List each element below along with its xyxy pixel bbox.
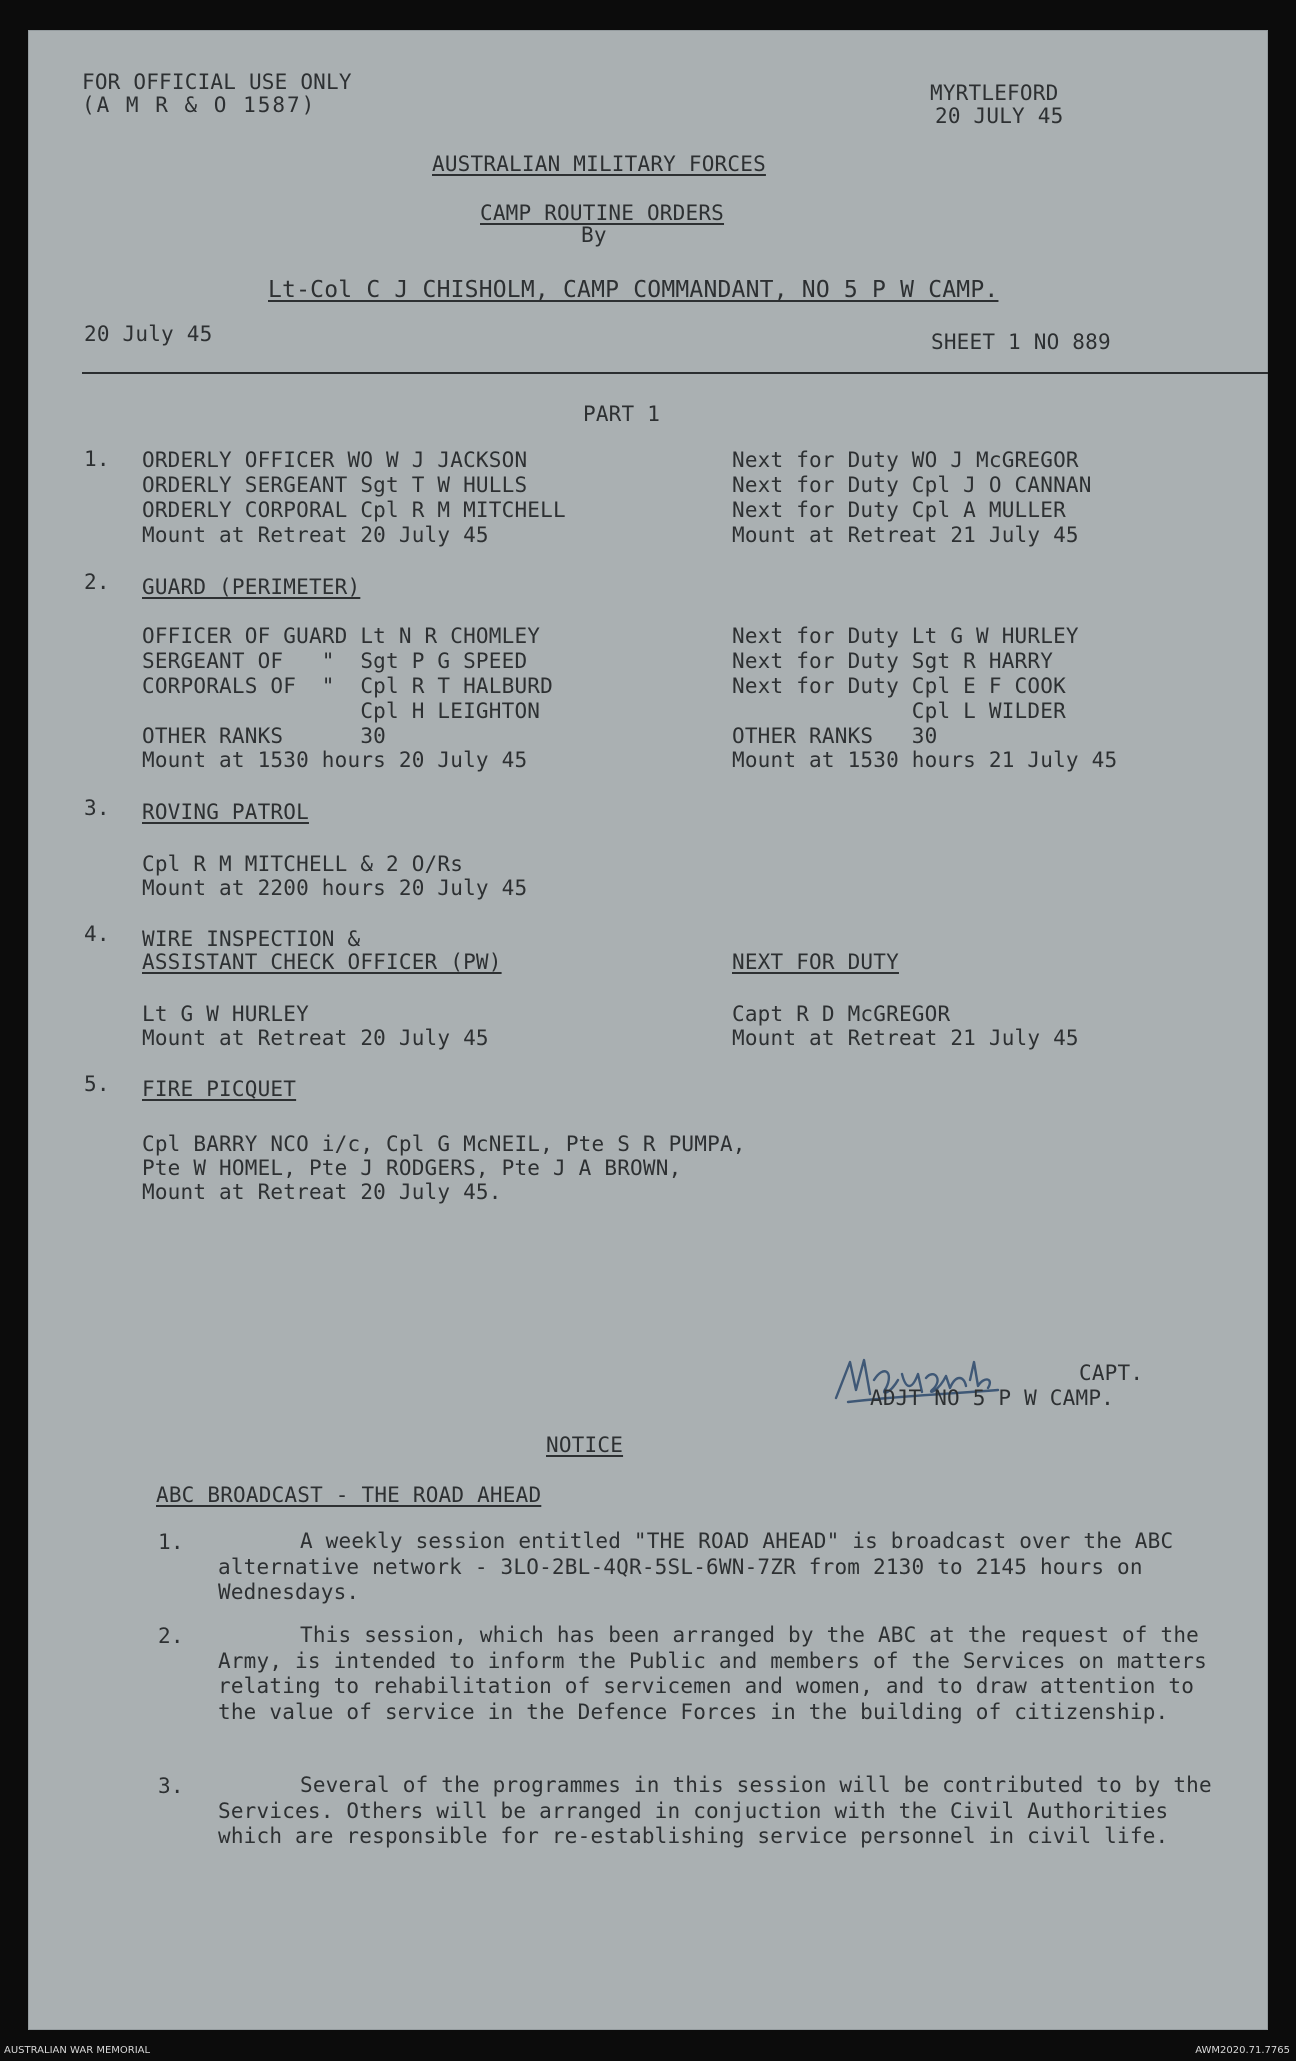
patrol-line: Cpl R M MITCHELL & 2 O/Rs [142,852,464,876]
paragraph-number: 1. [158,1530,184,1554]
signatory-rank: CAPT. [1079,1361,1144,1385]
other-ranks-line: OTHER RANKS 30 [142,724,387,748]
organisation-title: AUSTRALIAN MILITARY FORCES [432,152,766,176]
next-duty-line: Next for Duty Cpl A MULLER [732,498,1066,522]
officer-line: Lt G W HURLEY [142,1002,309,1026]
other-ranks-line: OTHER RANKS 30 [732,724,938,748]
corporals-line: Cpl H LEIGHTON [142,699,541,723]
mount-line: Mount at 2200 hours 20 July 45 [142,876,528,900]
header-date: 20 JULY 45 [935,104,1064,128]
mount-line: Mount at Retreat 20 July 45 [142,1026,489,1050]
item-number: 3. [84,796,110,820]
footer-accession-number: AWM2020.71.7765 [1195,2045,1290,2056]
next-duty-line: Cpl L WILDER [732,699,1066,723]
officer-of-guard-line: OFFICER OF GUARD Lt N R CHOMLEY [142,624,541,648]
notice-heading: NOTICE [546,1433,624,1457]
orderly-officer-line: ORDERLY OFFICER WO W J JACKSON [142,448,528,472]
item-number: 4. [84,922,110,946]
next-officer-line: Capt R D McGREGOR [732,1002,951,1026]
next-duty-line: Next for Duty Cpl J O CANNAN [732,473,1092,497]
notice-paragraph: Several of the programmes in this session will be contributed to by the Services. Others will be arranged in conjuction with the Civil Authorities which are responsible for re-establishing service personnel in civil life. [218,1773,1212,1848]
signatory-appointment: ADJT NO 5 P W CAMP. [870,1386,1115,1410]
order-date: 20 July 45 [84,322,213,346]
item-number: 2. [84,570,110,594]
mount-line: Mount at Retreat 20 July 45 [142,523,489,547]
paragraph-number: 3. [158,1774,184,1798]
item-heading: ASSISTANT CHECK OFFICER (PW) [142,950,502,974]
next-duty-line: Next for Duty Cpl E F COOK [732,674,1066,698]
by-line: By [581,223,607,247]
place-name: MYRTLEFORD [930,81,1059,105]
notice-subtitle: ABC BROADCAST - THE ROAD AHEAD [156,1483,542,1507]
item-heading: GUARD (PERIMETER) [142,575,361,599]
mount-line: Mount at Retreat 20 July 45. [142,1180,502,1204]
picquet-line: Cpl BARRY NCO i/c, Cpl G McNEIL, Pte S R PUMPA, [142,1132,746,1156]
footer-credit: AUSTRALIAN WAR MEMORIAL [4,2045,151,2056]
paragraph-number: 2. [158,1624,184,1648]
next-duty-line: Next for Duty Lt G W HURLEY [732,624,1079,648]
commander-line: Lt-Col C J CHISHOLM, CAMP COMMANDANT, NO 5 P W CAMP. [268,277,999,303]
sheet-number: SHEET 1 NO 889 [931,330,1111,354]
next-duty-line: Next for Duty WO J McGREGOR [732,448,1079,472]
mount-line: Mount at 1530 hours 21 July 45 [732,748,1118,772]
part-heading: PART 1 [583,402,661,426]
picquet-line: Pte W HOMEL, Pte J RODGERS, Pte J A BROWN, [142,1156,682,1180]
sergeant-line: SERGEANT OF " Sgt P G SPEED [142,649,528,673]
item-heading: WIRE INSPECTION & [142,927,361,951]
mount-line: Mount at Retreat 21 July 45 [732,523,1079,547]
orderly-corporal-line: ORDERLY CORPORAL Cpl R M MITCHELL [142,498,566,522]
document-title: CAMP ROUTINE ORDERS [480,201,725,225]
notice-paragraph: This session, which has been arranged by the ABC at the request of the Army, is intended to inform the Public and members of the Services on matters relating to rehabilitation of servicemen and women, and to draw attention to the value of service in the Defence Forces in the building of citizenship. [218,1623,1207,1724]
item-heading: FIRE PICQUET [142,1077,297,1101]
item-number: 1. [84,447,110,471]
item-heading: ROVING PATROL [142,800,309,824]
reference-line: (A M R & O 1587) [82,93,317,117]
classification-line: FOR OFFICIAL USE ONLY [82,70,352,94]
next-for-duty-heading: NEXT FOR DUTY [732,950,899,974]
horizontal-rule [82,372,1268,374]
corporals-line: CORPORALS OF " Cpl R T HALBURD [142,674,553,698]
notice-paragraph: A weekly session entitled "THE ROAD AHEAD" is broadcast over the ABC alternative network - 3LO-2BL-4QR-5SL-6WN-7ZR from 2130 to 2145 hours on Wednesdays. [218,1529,1174,1604]
document-page [28,30,1268,2030]
orderly-sergeant-line: ORDERLY SERGEANT Sgt T W HULLS [142,473,528,497]
item-number: 5. [84,1072,110,1096]
next-duty-line: Next for Duty Sgt R HARRY [732,649,1054,673]
mount-line: Mount at Retreat 21 July 45 [732,1026,1079,1050]
mount-line: Mount at 1530 hours 20 July 45 [142,748,528,772]
